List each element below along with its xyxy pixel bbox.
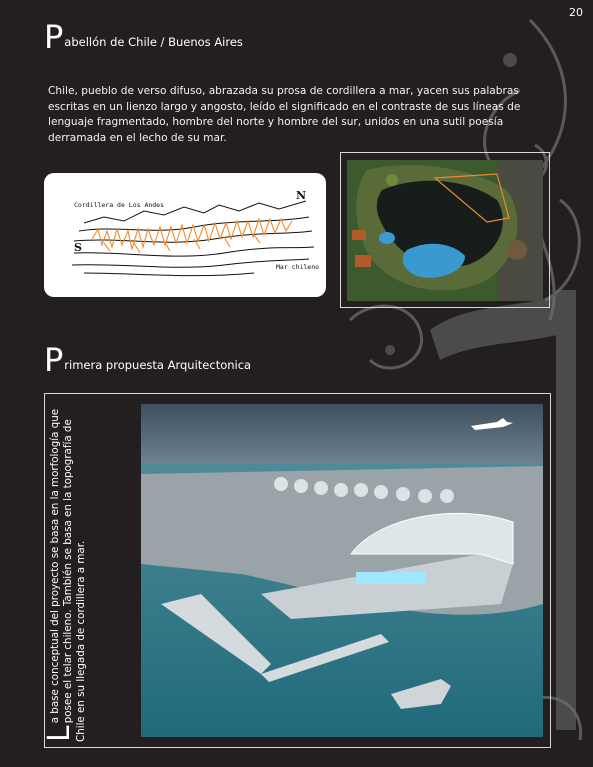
- aerial-map-frame: [340, 152, 550, 308]
- section-title-pabellon: [44, 18, 243, 56]
- architecture-render-frame: [44, 393, 551, 748]
- label-south: S: [74, 241, 82, 254]
- concept-text: a base conceptual del proyecto se basa en la morfología que posee el telar chileno. También se basa en la topografía de Chile en su llegada de cordillera a mar.: [49, 408, 87, 742]
- label-north: N: [296, 189, 307, 202]
- label-cordillera: Cordillera de Los Andes: [74, 201, 165, 209]
- label-mar: Mar chileno: [276, 263, 320, 271]
- title-text: abellón de Chile / Buenos Aires: [64, 35, 243, 49]
- concept-initial: L: [42, 725, 77, 742]
- intro-paragraph: Chile, pueblo de verso difuso, abrazada su prosa de cordillera a mar, yacen sus palabras escritas en un lienzo largo y angosto, leído el significado en el contraste de sus líneas de lenguaje fragmentado, hombre del norte y hombre del sur, unidos en una sutil poesía derramada en el lecho de su mar.: [48, 85, 521, 144]
- architecture-render-image: [141, 404, 543, 737]
- cordillera-sketch: [44, 173, 326, 297]
- page-number: 20: [569, 6, 583, 19]
- cordillera-sketch-drawing: [44, 173, 326, 297]
- aerial-map-image: [347, 160, 543, 301]
- concept-paragraph: [42, 397, 87, 742]
- title2-initial: P: [44, 341, 64, 379]
- title-initial: P: [44, 18, 64, 56]
- title2-text: rimera propuesta Arquitectonica: [64, 358, 252, 372]
- section-title-propuesta: [44, 341, 252, 379]
